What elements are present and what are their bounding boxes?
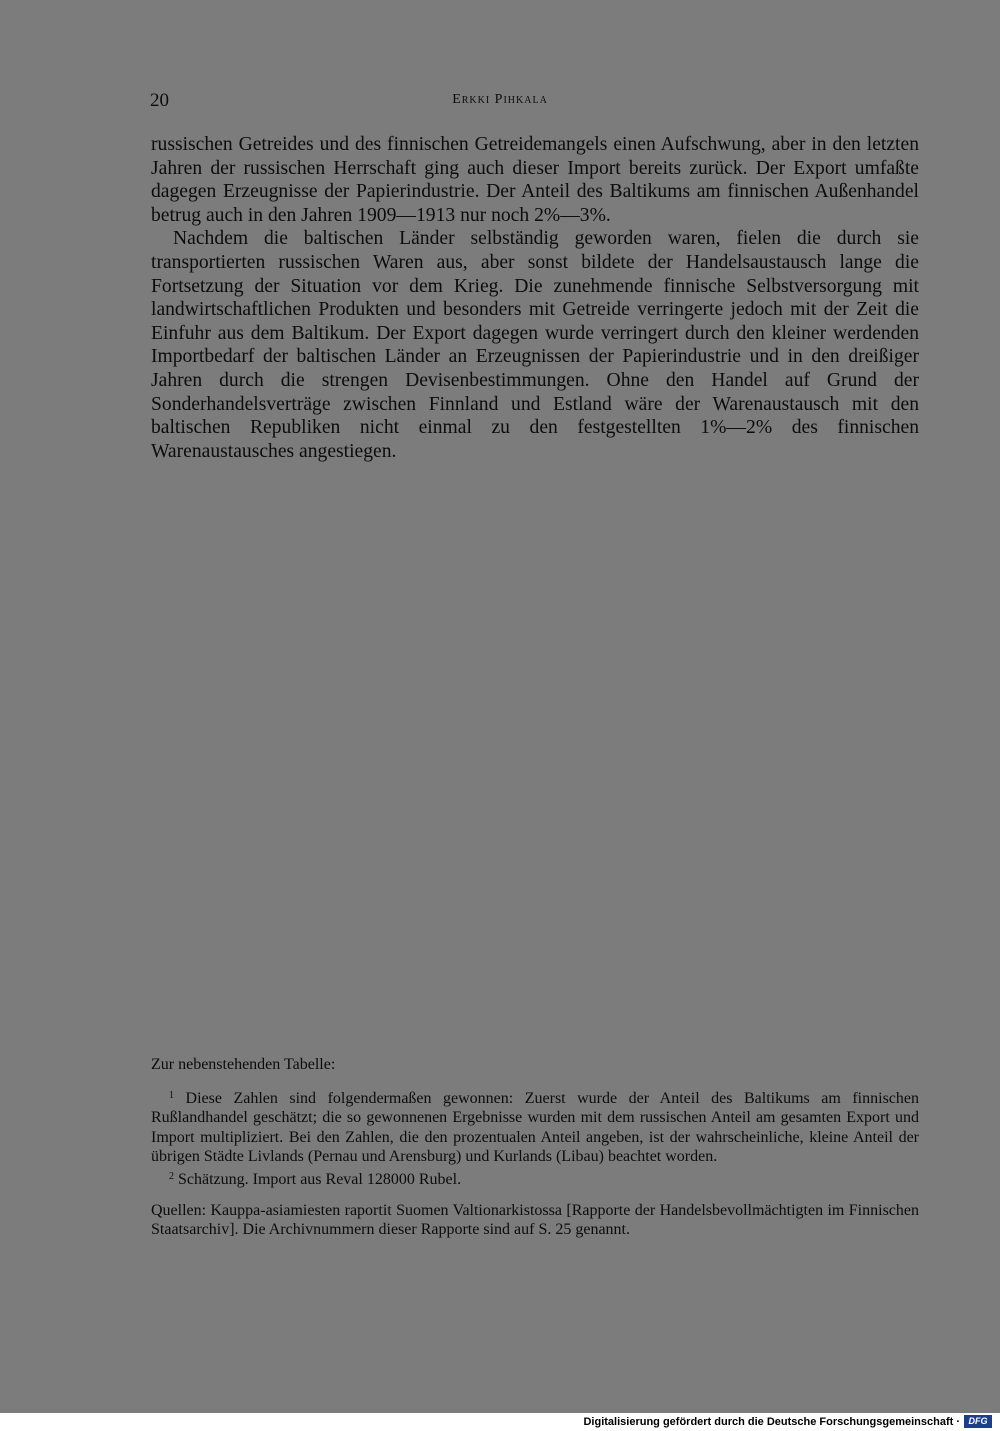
footnote <box>151 1086 919 1167</box>
footnote-text: Diese Zahlen sind folgendermaßen gewonnen: Zuerst wurde der Anteil des Baltikums am finnischen Rußlandhandel geschätzt; die so gewonnenen Ergebnisse wurden mit dem russischen Anteil am gesamten Export und Import multipliziert. Bei den Zahlen, die den prozentualen Anteil angeben, ist der wahrscheinliche, kleine Anteil der übrigen Städte Livlands (Pernau und Arensburg) und Kurlands (Libau) beachtet worden. <box>151 1089 919 1166</box>
digitization-credit: Digitalisierung gefördert durch die Deutsche Forschungsgemeinschaft · <box>583 1416 960 1428</box>
paragraph: Nachdem die baltischen Länder selbständig geworden waren, fielen die durch sie transportierten russischen Waren aus, aber sonst bildete der Handelsaustausch lange die Fortsetzung der Situation vor dem Krieg. Die zunehmende finnische Selbstversorgung mit landwirtschaftlichen Produkten und besonders mit Getreide verringerte jedoch mit der Zeit die Einfuhr aus dem Baltikum. Der Export dagegen wurde verringert durch den kleiner werdenden Importbedarf der baltischen Länder an Erzeugnissen der Papierindustrie und in den dreißiger Jahren durch die strengen Devisenbestimmungen. Ohne den Handel auf Grund der Sonderhandelsverträge zwischen Finnland und Estland wäre der Warenaustausch mit den baltischen Republiken nicht einmal zu den festgestellten 1%—2% des finnischen Warenaustausches angestiegen. <box>151 228 919 462</box>
sources-note: Quellen: Kauppa-asiamiesten raportit Suomen Valtionarkistossa [Rapporte der Handelsbevollmächtigten im Finnischen Staatsarchiv]. Die Archivnummern dieser Rapporte sind auf S. 25 genannt. <box>151 1201 919 1239</box>
paragraph: russischen Getreides und des finnischen Getreidemangels einen Aufschwung, aber in den letzten Jahren der russischen Herrschaft ging auch dieser Import bereits zurück. Der Export umfaßte dagegen Erzeugnisse der Papierindustrie. Der Anteil des Baltikums am finnischen Außenhandel betrug auch in den Jahren 1909—1913 nur noch 2%—3%. <box>151 134 919 226</box>
table-notes <box>151 1055 919 1240</box>
footnote-marker: 2 <box>169 1170 174 1182</box>
notes-heading: Zur nebenstehenden Tabelle: <box>151 1056 336 1073</box>
footnote <box>151 1167 919 1190</box>
dfg-logo: DFG <box>964 1415 992 1428</box>
footnote-marker: 1 <box>169 1089 174 1101</box>
page-number: 20 <box>150 90 169 111</box>
body-text <box>151 133 919 463</box>
footnote-text: Schätzung. Import aus Reval 128000 Rubel. <box>178 1170 462 1188</box>
running-head: Erkki Pihkala <box>452 92 548 107</box>
